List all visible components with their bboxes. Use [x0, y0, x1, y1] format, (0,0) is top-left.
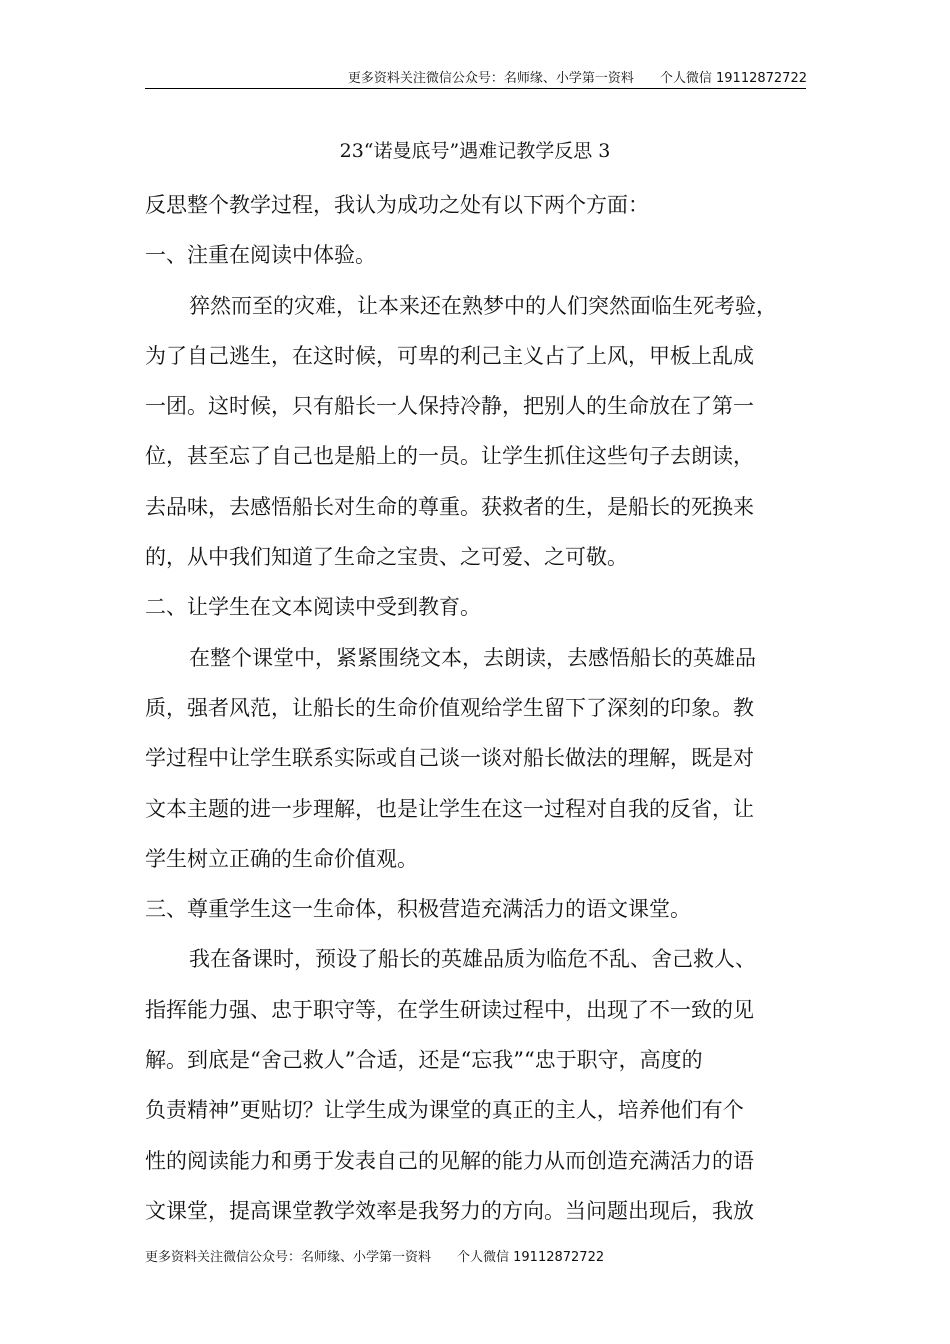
text-line: 猝然而至的灾难，让本来还在熟梦中的人们突然面临生死考验， [189, 293, 777, 318]
text-line: 指挥能力强、忠于职守等，在学生研读过程中，出现了不一致的见 [145, 997, 754, 1022]
footer-text: 更多资料关注微信公众号：名师缘、小学第一资料 个人微信 19112872722 [145, 1250, 605, 1265]
text-line: 为了自己逃生，在这时候，可卑的利己主义占了上风，甲板上乱成 [145, 343, 754, 368]
text-line: 一团。这时候，只有船长一人保持冷静，把别人的生命放在了第一 [145, 394, 754, 419]
text-line: 反思整个教学过程，我认为成功之处有以下两个方面： [145, 193, 649, 217]
document-body [145, 180, 807, 1236]
header-text: 更多资料关注微信公众号：名师缘、小学第一资料 个人微信 19112872722 [347, 71, 807, 86]
document-title: 23“诺曼底号”遇难记教学反思 3 [339, 140, 611, 162]
text-line: 文课堂，提高课堂教学效率是我努力的方向。当问题出现后，我放 [145, 1198, 754, 1223]
text-line: 解。到底是“舍己救人”合适，还是“忘我”“忠于职守，高度的 [145, 1048, 703, 1073]
text-line: 我在备课时，预设了船长的英雄品质为临危不乱、舍己救人、 [189, 947, 756, 972]
text-line: 位，甚至忘了自己也是船上的一员。让学生抓住这些句子去朗读， [145, 444, 754, 469]
header-divider [145, 88, 806, 89]
section-heading: 一、注重在阅读中体验。 [145, 243, 376, 268]
text-line: 性的阅读能力和勇于发表自己的见解的能力从而创造充满活力的语 [145, 1148, 754, 1173]
text-line: 学生树立正确的生命价值观。 [145, 846, 418, 871]
text-line: 质，强者风范，让船长的生命价值观给学生留下了深刻的印象。教 [145, 695, 754, 720]
text-line: 负责精神”更贴切？让学生成为课堂的真正的主人，培养他们有个 [145, 1098, 744, 1123]
text-line: 文本主题的进一步理解，也是让学生在这一过程对自我的反省，让 [145, 796, 754, 821]
text-line: 学过程中让学生联系实际或自己谈一谈对船长做法的理解，既是对 [145, 746, 754, 771]
text-line: 在整个课堂中，紧紧围绕文本，去朗读，去感悟船长的英雄品 [189, 645, 756, 670]
text-line: 的，从中我们知道了生命之宝贵、之可爱、之可敬。 [145, 545, 628, 570]
section-heading: 二、让学生在文本阅读中受到教育。 [145, 595, 481, 620]
section-heading: 三、尊重学生这一生命体，积极营造充满活力的语文课堂。 [145, 897, 691, 922]
text-line: 去品味，去感悟船长对生命的尊重。获救者的生，是船长的死换来 [145, 494, 754, 519]
